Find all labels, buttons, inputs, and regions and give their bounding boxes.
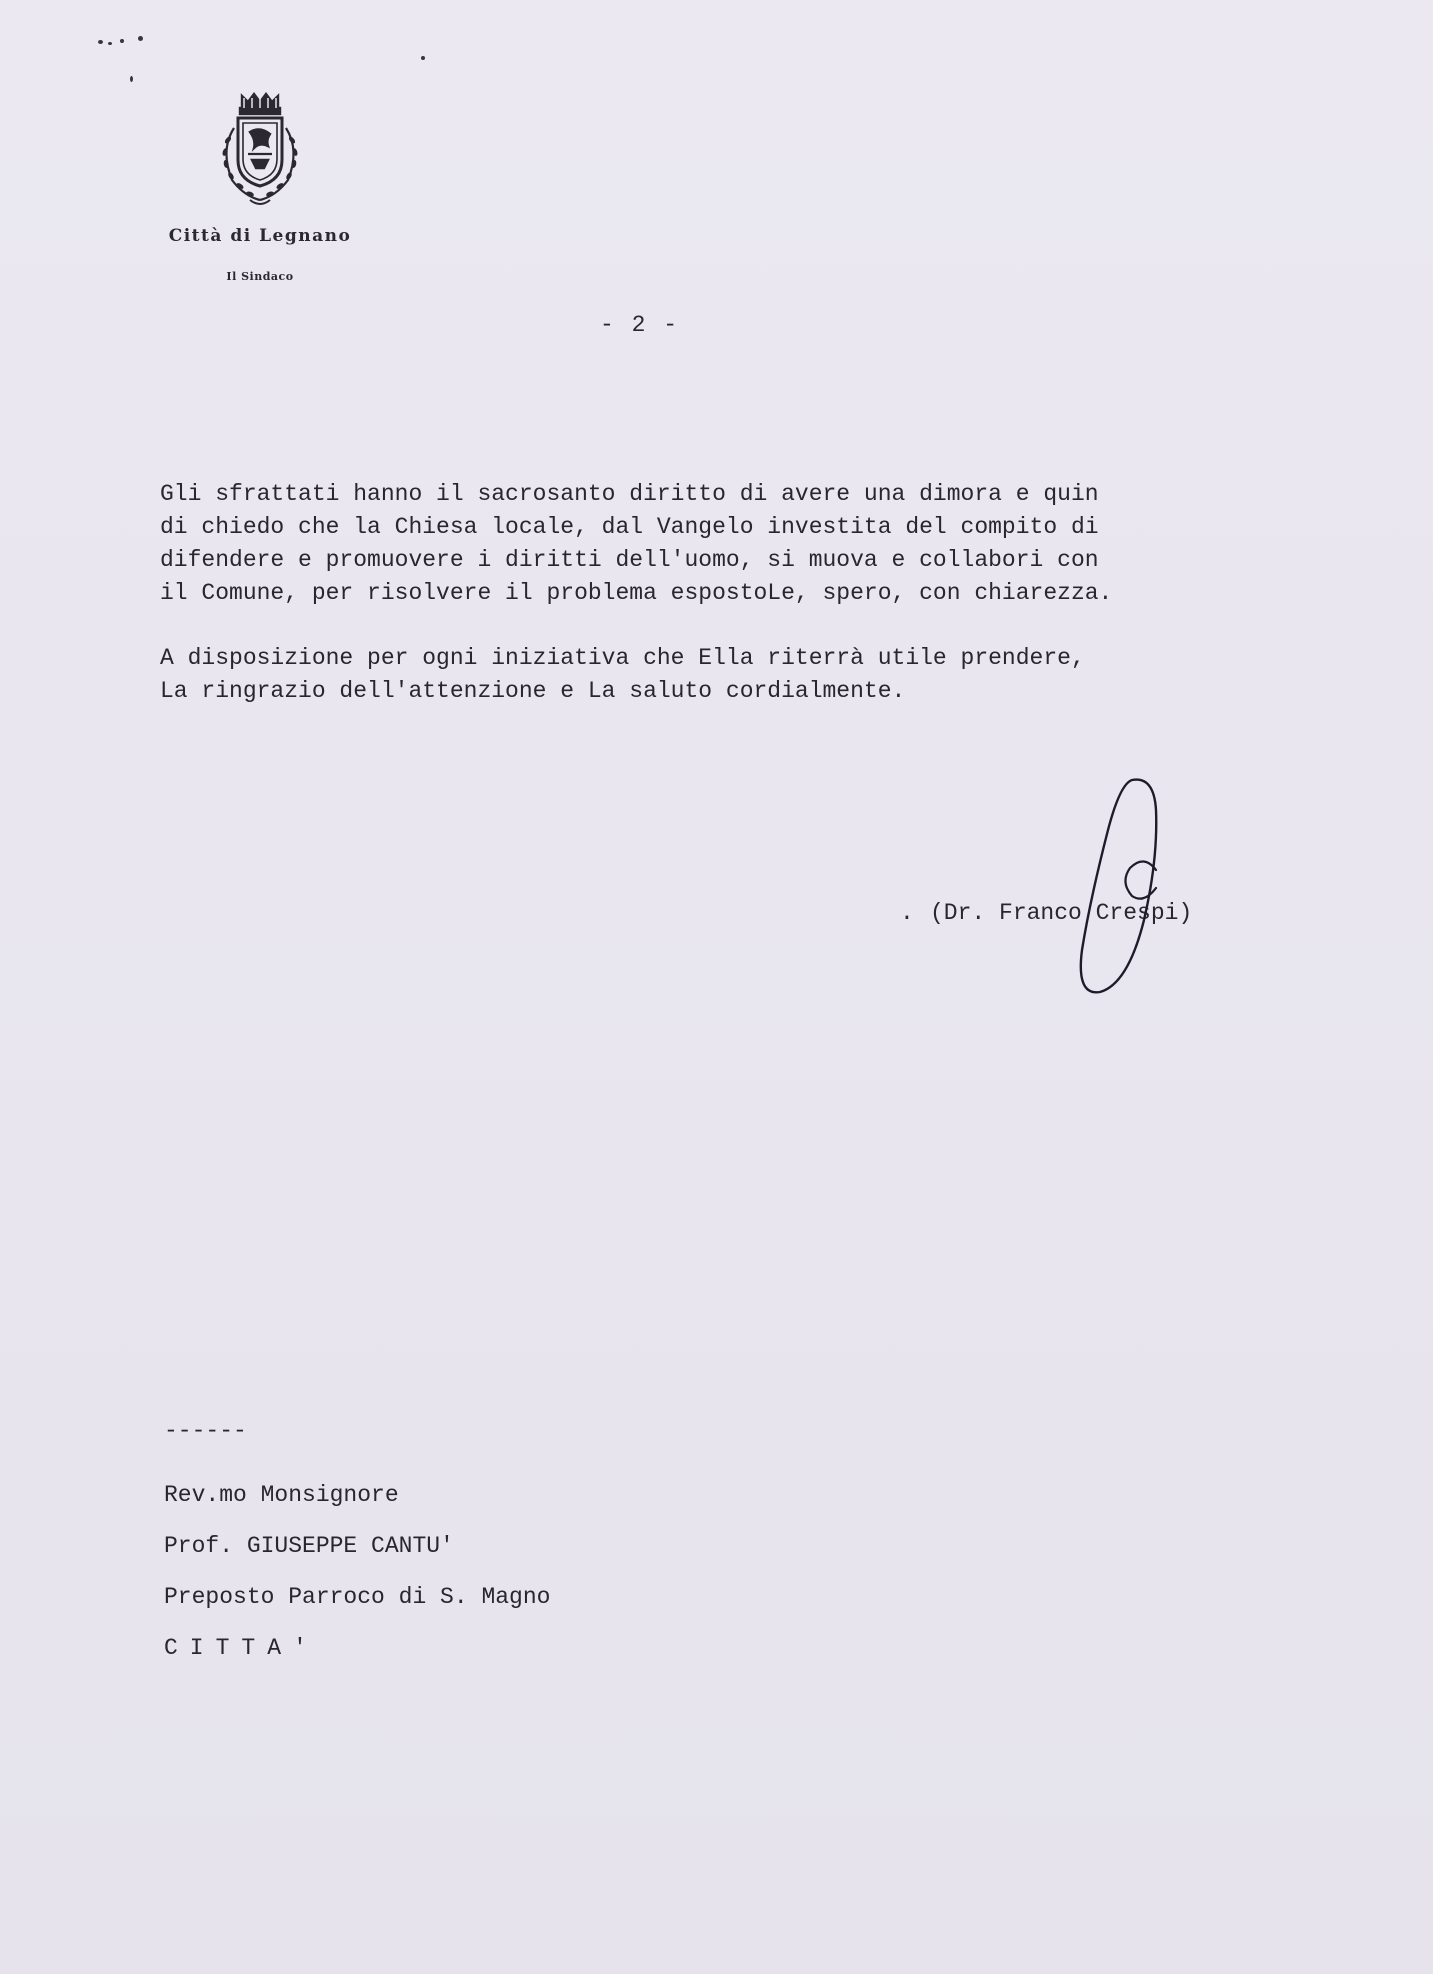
recipient-line-1: Rev.mo Monsignore <box>164 1482 399 1508</box>
text-line: di chiedo che la Chiesa locale, dal Vangelo investita del compito di <box>160 514 1099 540</box>
page-number: - 2 - <box>600 312 680 338</box>
recipient-line-4: CITTA' <box>164 1635 319 1661</box>
signature-bullet: . <box>900 900 914 926</box>
letter-body <box>160 478 1360 740</box>
signature-block <box>900 770 1320 1010</box>
letterhead <box>150 88 370 283</box>
signatory-name: (Dr. Franco Crespi) <box>930 900 1193 926</box>
text-line: il Comune, per risolvere il problema espostoLe, spero, con chiarezza. <box>160 580 1113 606</box>
handwritten-signature <box>1060 770 1170 1000</box>
paragraph-2 <box>160 642 1360 708</box>
city-name: Città di Legnano <box>168 226 352 246</box>
recipient-line-2: Prof. GIUSEPPE CANTU' <box>164 1533 454 1559</box>
text-line: La ringrazio dell'attenzione e La saluto cordialmente. <box>160 678 906 704</box>
text-line: difendere e promuovere i diritti dell'uomo, si muova e collabori con <box>160 547 1099 573</box>
paragraph-1 <box>160 478 1360 610</box>
text-line: Gli sfrattati hanno il sacrosanto diritto di avere una dimora e quin <box>160 481 1099 507</box>
divider-line: ------ <box>164 1418 247 1444</box>
city-crest-icon <box>210 88 310 212</box>
recipient-line-3: Preposto Parroco di S. Magno <box>164 1584 551 1610</box>
recipient-address <box>164 1470 550 1674</box>
office-title: Il Sindaco <box>226 270 294 283</box>
text-line: A disposizione per ogni iniziativa che Ella riterrà utile prendere, <box>160 645 1085 671</box>
